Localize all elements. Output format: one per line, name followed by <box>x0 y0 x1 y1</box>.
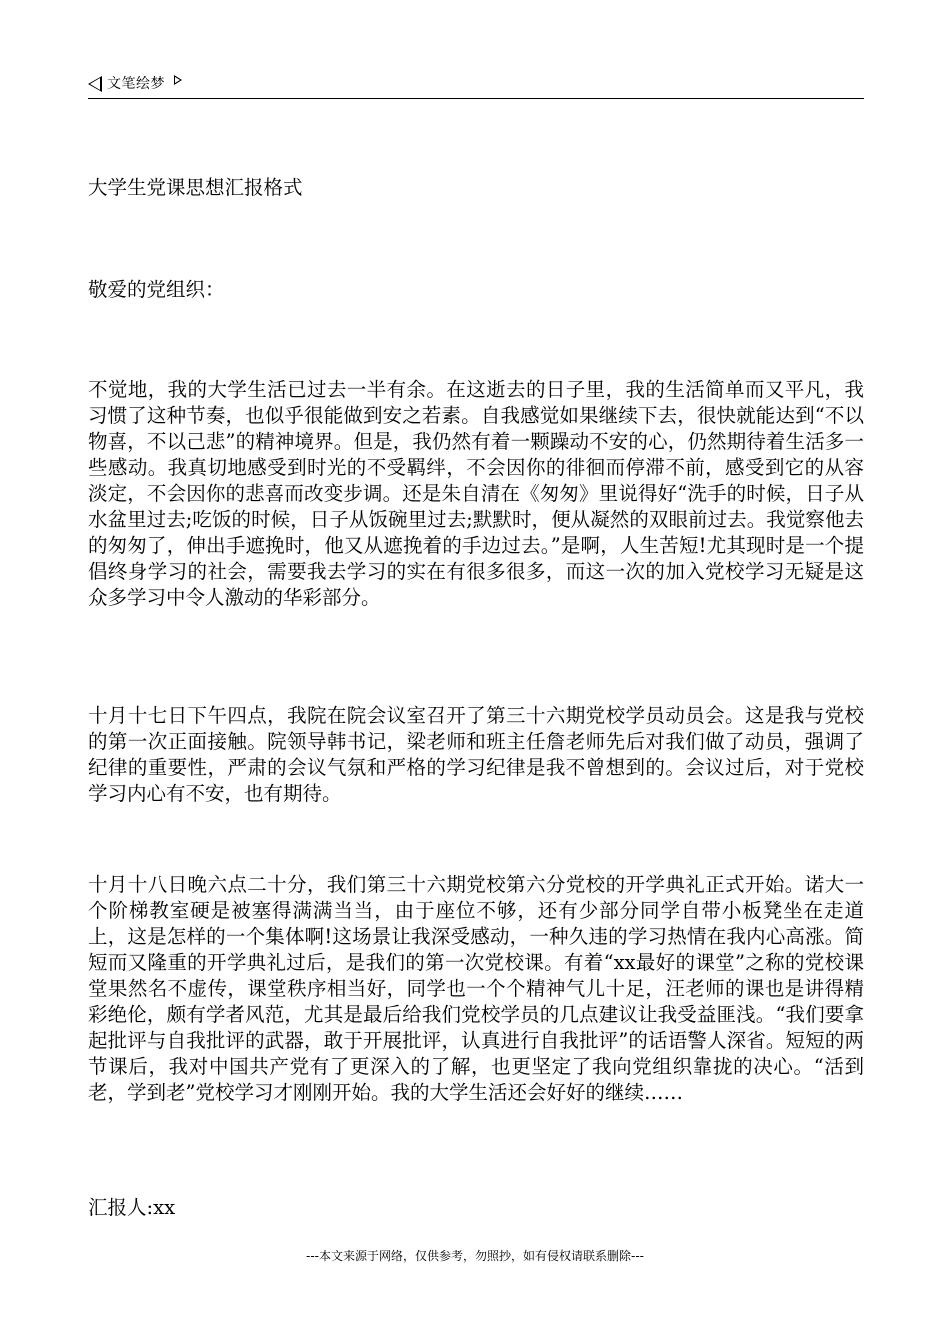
page-header <box>88 70 864 99</box>
footer-disclaimer: ---本文来源于网络，仅供参考，勿照抄，如有侵权请联系删除--- <box>306 1249 644 1263</box>
left-triangle-icon <box>88 76 102 92</box>
body-paragraph-1: 不觉地，我的大学生活已过去一半有余。在这逝去的日子里，我的生活简单而又平凡，我习惯了这种节奏，也似乎很能做到安之若素。自我感觉如果继续下去，很快就能达到“不以物喜，不以己悲”的精神境界。但是，我仍然有着一颗躁动不安的心，仍然期待着生活多一些感动。我真切地感受到时光的不受羁绊，不会因你的徘徊而停滞不前，感受到它的从容淡定，不会因你的悲喜而改变步调。还是朱自清在《匆匆》里说得好“洗手的时候，日子从水盆里过去;吃饭的时候，日子从饭碗里过去;默默时，便从凝然的双眼前过去。我觉察他去的匆匆了，伸出手遮挽时，他又从遮挽着的手边过去。”是啊，人生苦短!尤其现时是一个提倡终身学习的社会，需要我去学习的实在有很多很多，而这一次的加入党校学习无疑是这众多学习中令人激动的华彩部分。 <box>88 378 864 609</box>
salutation: 敬爱的党组织： <box>88 278 225 301</box>
header-brand: 文笔绘梦 <box>107 76 165 92</box>
reporter-signature: 汇报人:xx <box>88 1196 176 1219</box>
body-paragraph-2: 十月十七日下午四点，我院在院会议室召开了第三十六期党校学员动员会。这是我与党校的第一次正面接触。院领导韩书记，梁老师和班主任詹老师先后对我们做了动员，强调了纪律的重要性，严肃的会议气氛和严格的学习纪律是我不曾想到的。会议过后，对于党校学习内心有不安，也有期待。 <box>88 704 864 805</box>
body-paragraph-3: 十月十八日晚六点二十分，我们第三十六期党校第六分党校的开学典礼正式开始。诺大一个阶梯教室硬是被塞得满满当当，由于座位不够，还有少部分同学自带小板凳坐在走道上，这是怎样的一个集体啊!这场景让我深受感动，一种久违的学习热情在我内心高涨。简短而又隆重的开学典礼过后，是我们的第一次党校课。有着“xx最好的课堂”之称的党校课堂果然名不虚传，课堂秩序相当好，同学也一个个精神气儿十足，汪老师的课也是讲得精彩绝伦，颇有学者风范，尤其是最后给我们党校学员的几点建议让我受益匪浅。“我们要拿起批评与自我批评的武器，敢于开展批评，认真进行自我批评”的话语警人深省。短短的两节课后，我对中国共产党有了更深入的了解，也更坚定了我向党组织靠拢的决心。“活到老，学到老”党校学习才刚刚开始。我的大学生活还会好好的继续…… <box>88 873 864 1104</box>
document-title: 大学生党课思想汇报格式 <box>88 176 303 199</box>
right-triangle-icon <box>174 75 182 85</box>
